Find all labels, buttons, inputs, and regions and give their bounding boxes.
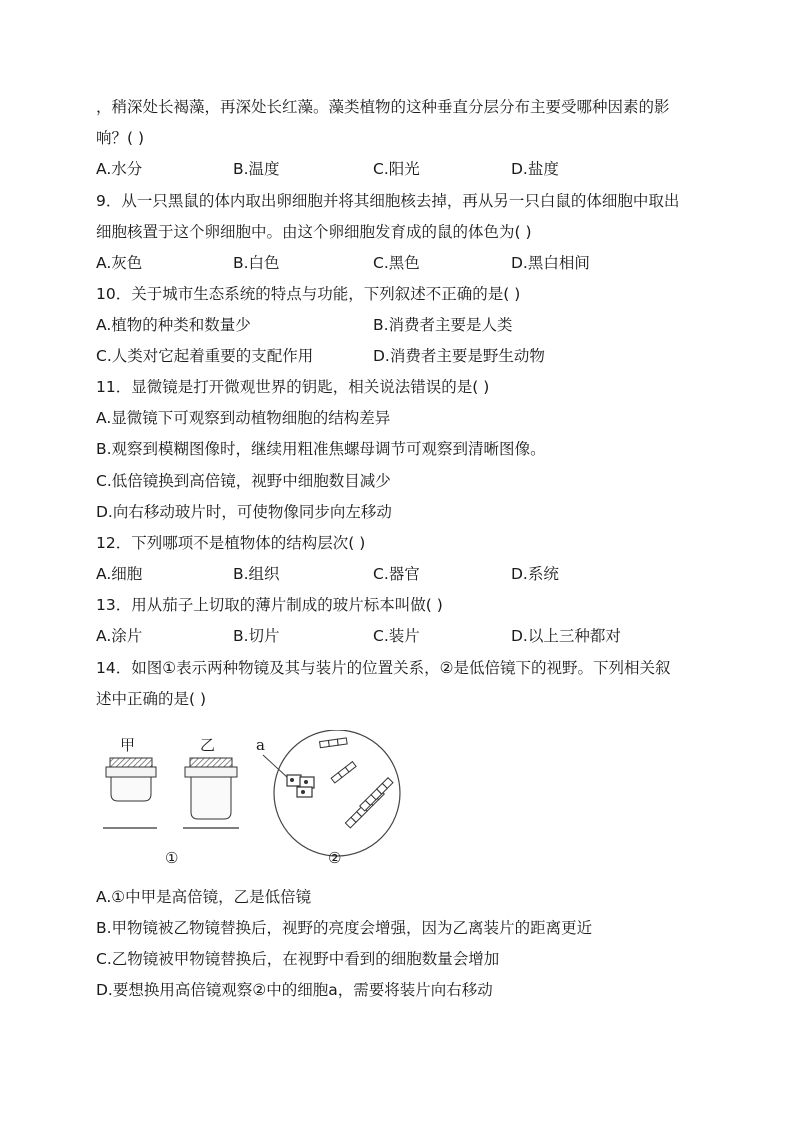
q11-option-b: B.观察到模糊图像时，继续用粗准焦螺母调节可观察到清晰图像。 [96, 440, 546, 458]
q9-stem-line2: 细胞核置于这个卵细胞中。由这个卵细胞发育成的鼠的体色为( ) [96, 223, 532, 241]
q9-option-a: A.灰色 [96, 254, 143, 272]
q10-option-d: D.消费者主要是野生动物 [373, 347, 545, 365]
label-jia: 甲 [120, 736, 136, 754]
q14-option-b: B.甲物镜被乙物镜替换后，视野的亮度会增强，因为乙离装片的距离更近 [96, 919, 593, 937]
q8-stem-line1: ，稍深处长褐藻，再深处长红藻。藻类植物的这种垂直分层分布主要受哪种因素的影 [96, 98, 670, 116]
q11-stem: 11．显微镜是打开微观世界的钥匙，相关说法错误的是( ) [96, 378, 490, 396]
caption-figure-1: ① [165, 849, 179, 867]
q13-option-d: D.以上三种都对 [511, 627, 621, 645]
q8-option-d: D.盐度 [511, 160, 559, 178]
caption-figure-2: ② [328, 849, 342, 867]
microscope-figure [96, 730, 416, 870]
q11-option-d: D.向右移动玻片时，可使物像同步向左移动 [96, 503, 392, 521]
q11-option-c: C.低倍镜换到高倍镜，视野中细胞数目减少 [96, 472, 391, 490]
q10-option-a: A.植物的种类和数量少 [96, 316, 251, 334]
objective-jia [103, 736, 157, 828]
q14-option-d: D.要想换用高倍镜观察②中的细胞a，需要将装片向右移动 [96, 981, 493, 999]
q13-stem: 13．用从茄子上切取的薄片制成的玻片标本叫做( ) [96, 596, 443, 614]
q9-option-d: D.黑白相间 [511, 254, 590, 272]
q12-option-a: A.细胞 [96, 565, 143, 583]
q13-option-b: B.切片 [233, 627, 280, 645]
q12-option-b: B.组织 [233, 565, 280, 583]
q13-option-a: A.涂片 [96, 627, 143, 645]
q14-stem-line2: 述中正确的是( ) [96, 690, 207, 708]
q8-option-a: A.水分 [96, 160, 143, 178]
q14-option-c: C.乙物镜被甲物镜替换后，在视野中看到的细胞数量会增加 [96, 950, 500, 968]
q10-stem: 10．关于城市生态系统的特点与功能，下列叙述不正确的是( ) [96, 285, 521, 303]
q9-option-c: C.黑色 [373, 254, 420, 272]
objective-yi [183, 736, 239, 828]
field-of-view [256, 730, 400, 856]
q9-stem-line1: 9．从一只黑鼠的体内取出卵细胞并将其细胞核去掉，再从另一只白鼠的体细胞中取出 [96, 192, 680, 210]
q10-option-b: B.消费者主要是人类 [373, 316, 513, 334]
label-yi: 乙 [200, 736, 216, 754]
q14-stem-line1: 14．如图①表示两种物镜及其与装片的位置关系，②是低倍镜下的视野。下列相关叙 [96, 659, 671, 677]
q8-stem-line2: 响？( ) [96, 129, 145, 147]
q13-option-c: C.装片 [373, 627, 420, 645]
q8-option-b: B.温度 [233, 160, 280, 178]
q11-option-a: A.显微镜下可观察到动植物细胞的结构差异 [96, 409, 391, 427]
q8-option-c: C.阳光 [373, 160, 420, 178]
q9-option-b: B.白色 [233, 254, 280, 272]
q12-stem: 12．下列哪项不是植物体的结构层次( ) [96, 534, 366, 552]
q12-option-c: C.器官 [373, 565, 420, 583]
q10-option-c: C.人类对它起着重要的支配作用 [96, 347, 314, 365]
q14-option-a: A.①中甲是高倍镜，乙是低倍镜 [96, 888, 312, 906]
label-cell-a: a [256, 736, 265, 754]
q12-option-d: D.系统 [511, 565, 559, 583]
